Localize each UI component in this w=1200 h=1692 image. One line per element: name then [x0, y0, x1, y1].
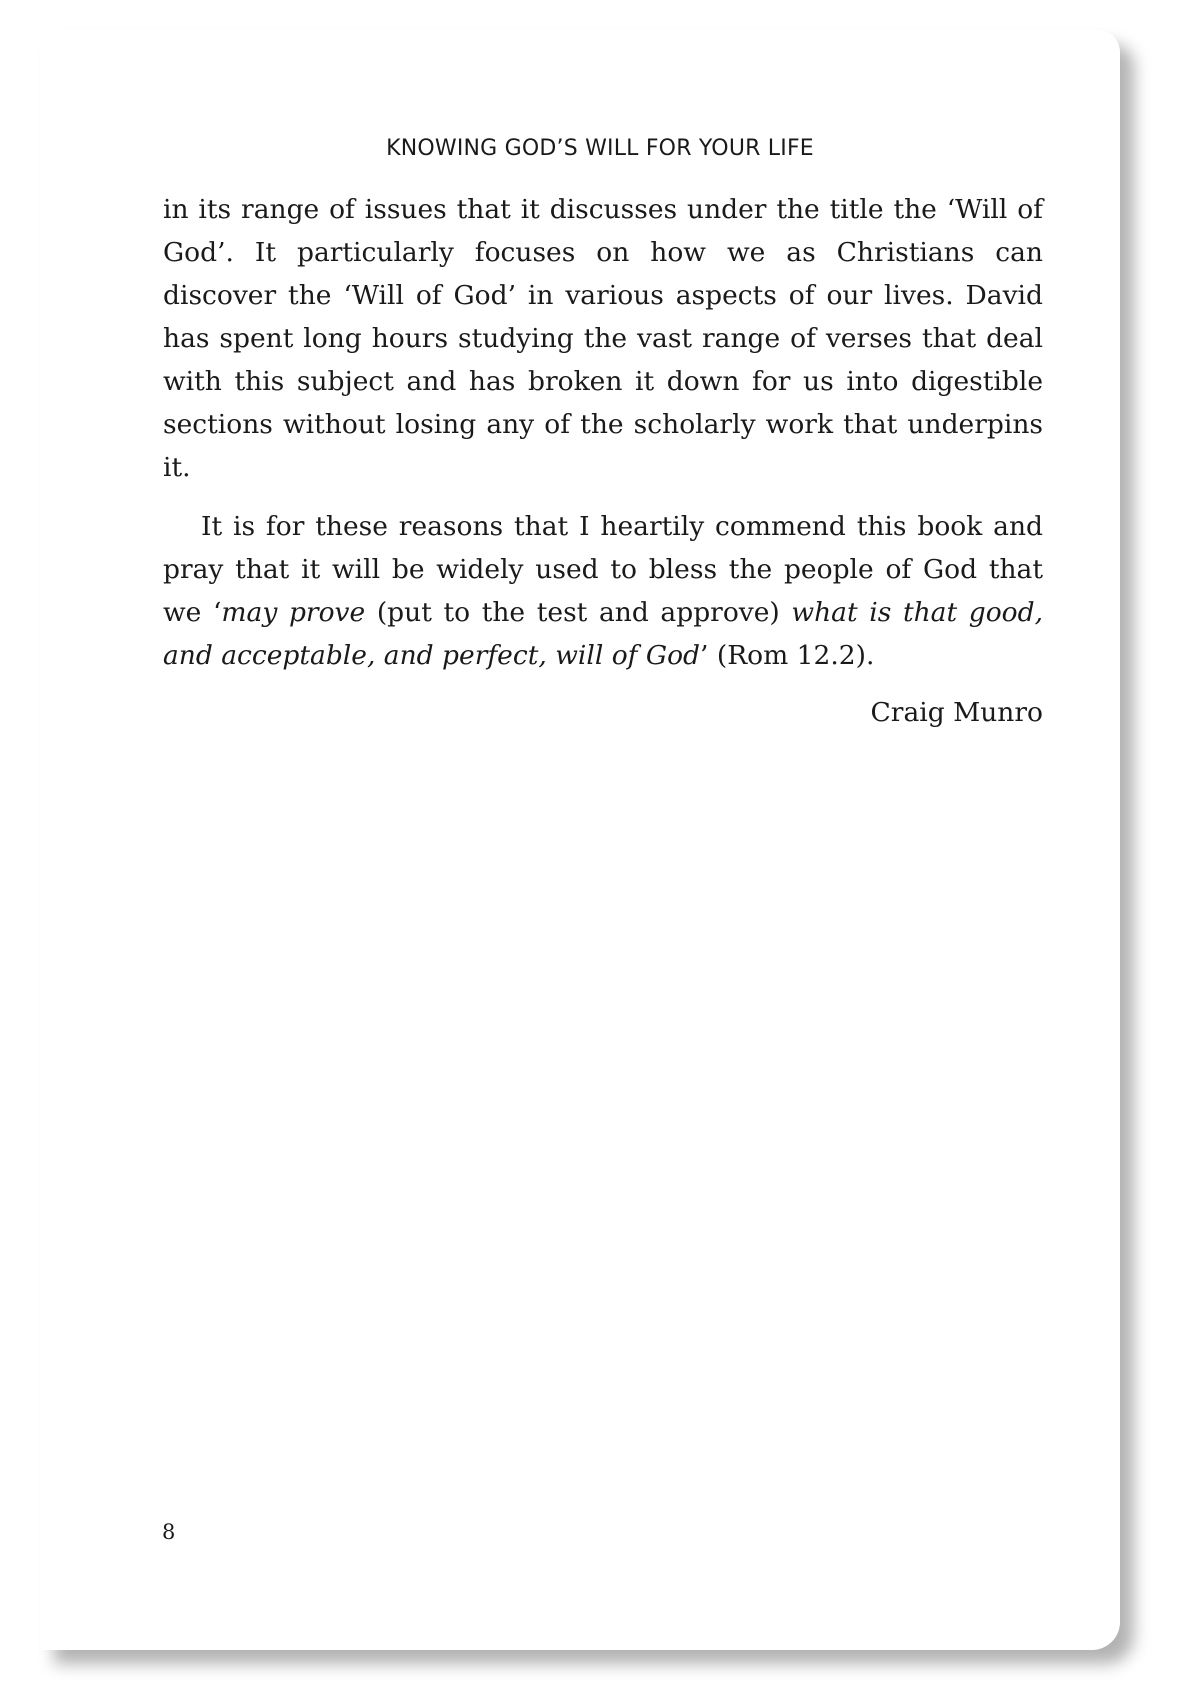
paragraph-1: in its range of issues that it discusses under the title the ‘Will of God’. It particularly focuses on how we as Christians can discover the ‘Will of God’ in various aspects of our lives. David has spent long hours studying the vast range of verses that deal with this subject and has broken it down for us into digestible sections without losing any of the scholarly work that underpins it.: [163, 194, 1043, 483]
paragraph-2-italic-1: may prove: [221, 597, 366, 628]
paragraph-2-text-1: It is for these reasons that I heartily commend this book and pray that it will be widely used to bless the people of God that we ‘: [163, 511, 1043, 628]
paragraph-2: [163, 505, 1043, 677]
signature: Craig Munro: [870, 697, 1043, 728]
paragraph-2-text-3: ’ (Rom 12.2).: [700, 640, 875, 671]
running-head: KNOWING GOD’S WILL FOR YOUR LIFE: [386, 136, 814, 161]
page-number: 8: [162, 1520, 176, 1544]
body-text: [163, 188, 1043, 734]
paragraph-2-italic-2: what is that good, and acceptable, and perfect, will of God: [163, 597, 1043, 671]
paragraph-2-text-2: (put to the test and approve): [365, 597, 792, 628]
